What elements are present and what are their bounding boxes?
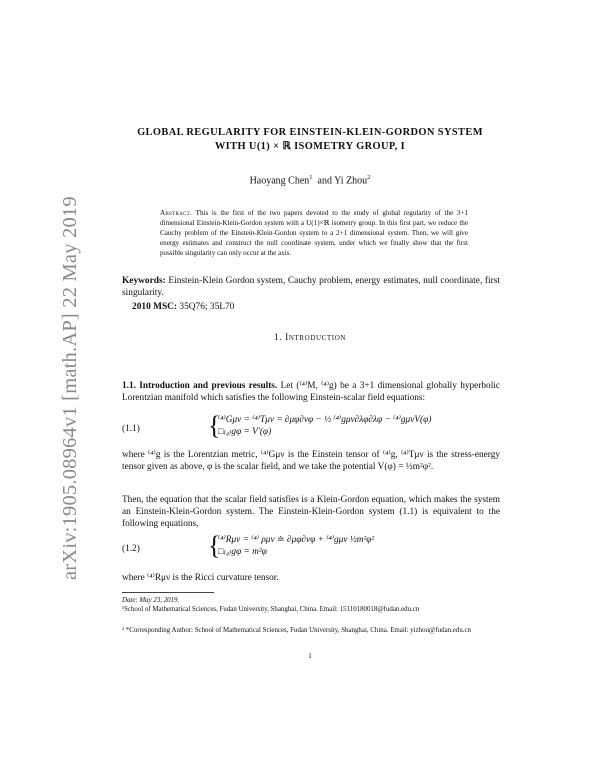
equation-1-2-number: (1.2)	[122, 544, 140, 554]
subsection-heading: 1.1. Introduction and previous results.	[122, 381, 278, 391]
page-number: 1	[308, 652, 312, 660]
title-line-2: WITH U(1) × ℝ ISOMETRY GROUP, I	[214, 141, 406, 152]
keywords-label: Keywords:	[122, 276, 166, 286]
abstract-label: Abstract.	[160, 209, 193, 217]
equation-1-1-number: (1.1)	[122, 424, 140, 434]
abstract-text: This is the first of the two papers devoted to the study of global regularity of the 3+1 dimensional Einstein-Klein-Gordon system with a U(1)×ℝ isometry group. In this first part, we reduce the Cauchy problem of the Einstein-Klein-Gordon system to a 2+1 dimensional system. Then, we will give energy estimates and construct the null coordinate system, under which we finally show that the first possible singularity can only occur at the axis.	[160, 209, 468, 257]
equation-1-1-line-2: □₍₄₎gφ = V′(φ)	[218, 427, 272, 437]
arxiv-identifier: arXiv:1905.08964v1 [math.AP] 22 May 2019	[59, 196, 81, 580]
paper-title	[110, 126, 510, 154]
paragraph-intro	[122, 380, 500, 404]
equation-1-2	[208, 531, 503, 560]
author-2: and Yi Zhou	[317, 175, 368, 187]
msc-codes: 35Q76; 35L70	[179, 302, 235, 312]
paragraph-ricci: where ⁽⁴⁾Rμν is the Ricci curvature tensor.	[122, 573, 279, 583]
abstract	[160, 208, 468, 258]
footnote-2: ² *Corresponding Author: School of Mathematical Sciences, Fudan University, Shanghai, China. Email: yizhou@fudan.edu.cn	[122, 627, 471, 634]
footnote-date: Date: May 23, 2019.	[122, 597, 180, 604]
footnote-1: ¹School of Mathematical Sciences, Fudan University, Shanghai, China. Email: 15110180018@fudan.edu.cn	[122, 606, 420, 613]
section-heading: 1. Introduction	[273, 333, 347, 343]
author-list	[110, 174, 510, 186]
equation-1-1	[208, 411, 503, 440]
equation-1-1-line-1: ⁽⁴⁾Gμν = ⁽⁴⁾Tμν = ∂μφ∂νφ − ½ ⁽⁴⁾gμν∂λφ∂λφ − ⁽⁴⁾gμνV(φ)	[218, 415, 432, 425]
author-2-footnote-mark: 2	[367, 174, 371, 181]
msc-label: 2010 MSC:	[132, 302, 178, 312]
keywords-text: Einstein-Klein Gordon system, Cauchy problem, energy estimates, null coordinate, first singularity.	[122, 276, 501, 298]
paragraph-klein-gordon: Then, the equation that the scalar field satisfies is a Klein-Gordon equation, which makes the system an Einstein-Klein-Gordon system. The Einstein-Klein-Gordon system (1.1) is equivalent to the following equations,	[122, 495, 500, 529]
equation-1-2-line-2: □₍₄₎gφ = m²φ	[218, 547, 267, 557]
equation-1-2-line-1: ⁽⁴⁾Rμν = ⁽⁴⁾ ρμν ≐ ∂μφ∂νφ + ⁽⁴⁾gμν ½m²φ²	[218, 535, 375, 545]
author-1-footnote-mark: 1	[309, 174, 313, 181]
author-1: Haoyang Chen	[249, 175, 310, 187]
equation-brace: {	[208, 411, 221, 440]
keywords	[122, 275, 500, 299]
arxiv-sidebar-stamp	[10, 120, 81, 580]
msc-classification	[132, 302, 234, 312]
paragraph-intro-text: Let (⁽⁴⁾M, ⁽⁴⁾g) be a 3+1 dimensional globally hyperbolic Lorentzian manifold which satisfies the following Einstein-scalar field equations:	[122, 381, 500, 403]
title-line-1: GLOBAL REGULARITY FOR EINSTEIN-KLEIN-GORDON SYSTEM	[137, 127, 483, 138]
paragraph-definitions: where ⁽⁴⁾g is the Lorentzian metric, ⁽⁴⁾Gμν is the Einstein tensor of ⁽⁴⁾g, ⁽⁴⁾Tμν is the stress-energy tensor given as above, φ is the scalar field, and we take the potential V(φ) = ½m²φ².	[122, 450, 500, 472]
equation-brace: {	[208, 531, 221, 560]
footnote-rule	[122, 592, 214, 593]
